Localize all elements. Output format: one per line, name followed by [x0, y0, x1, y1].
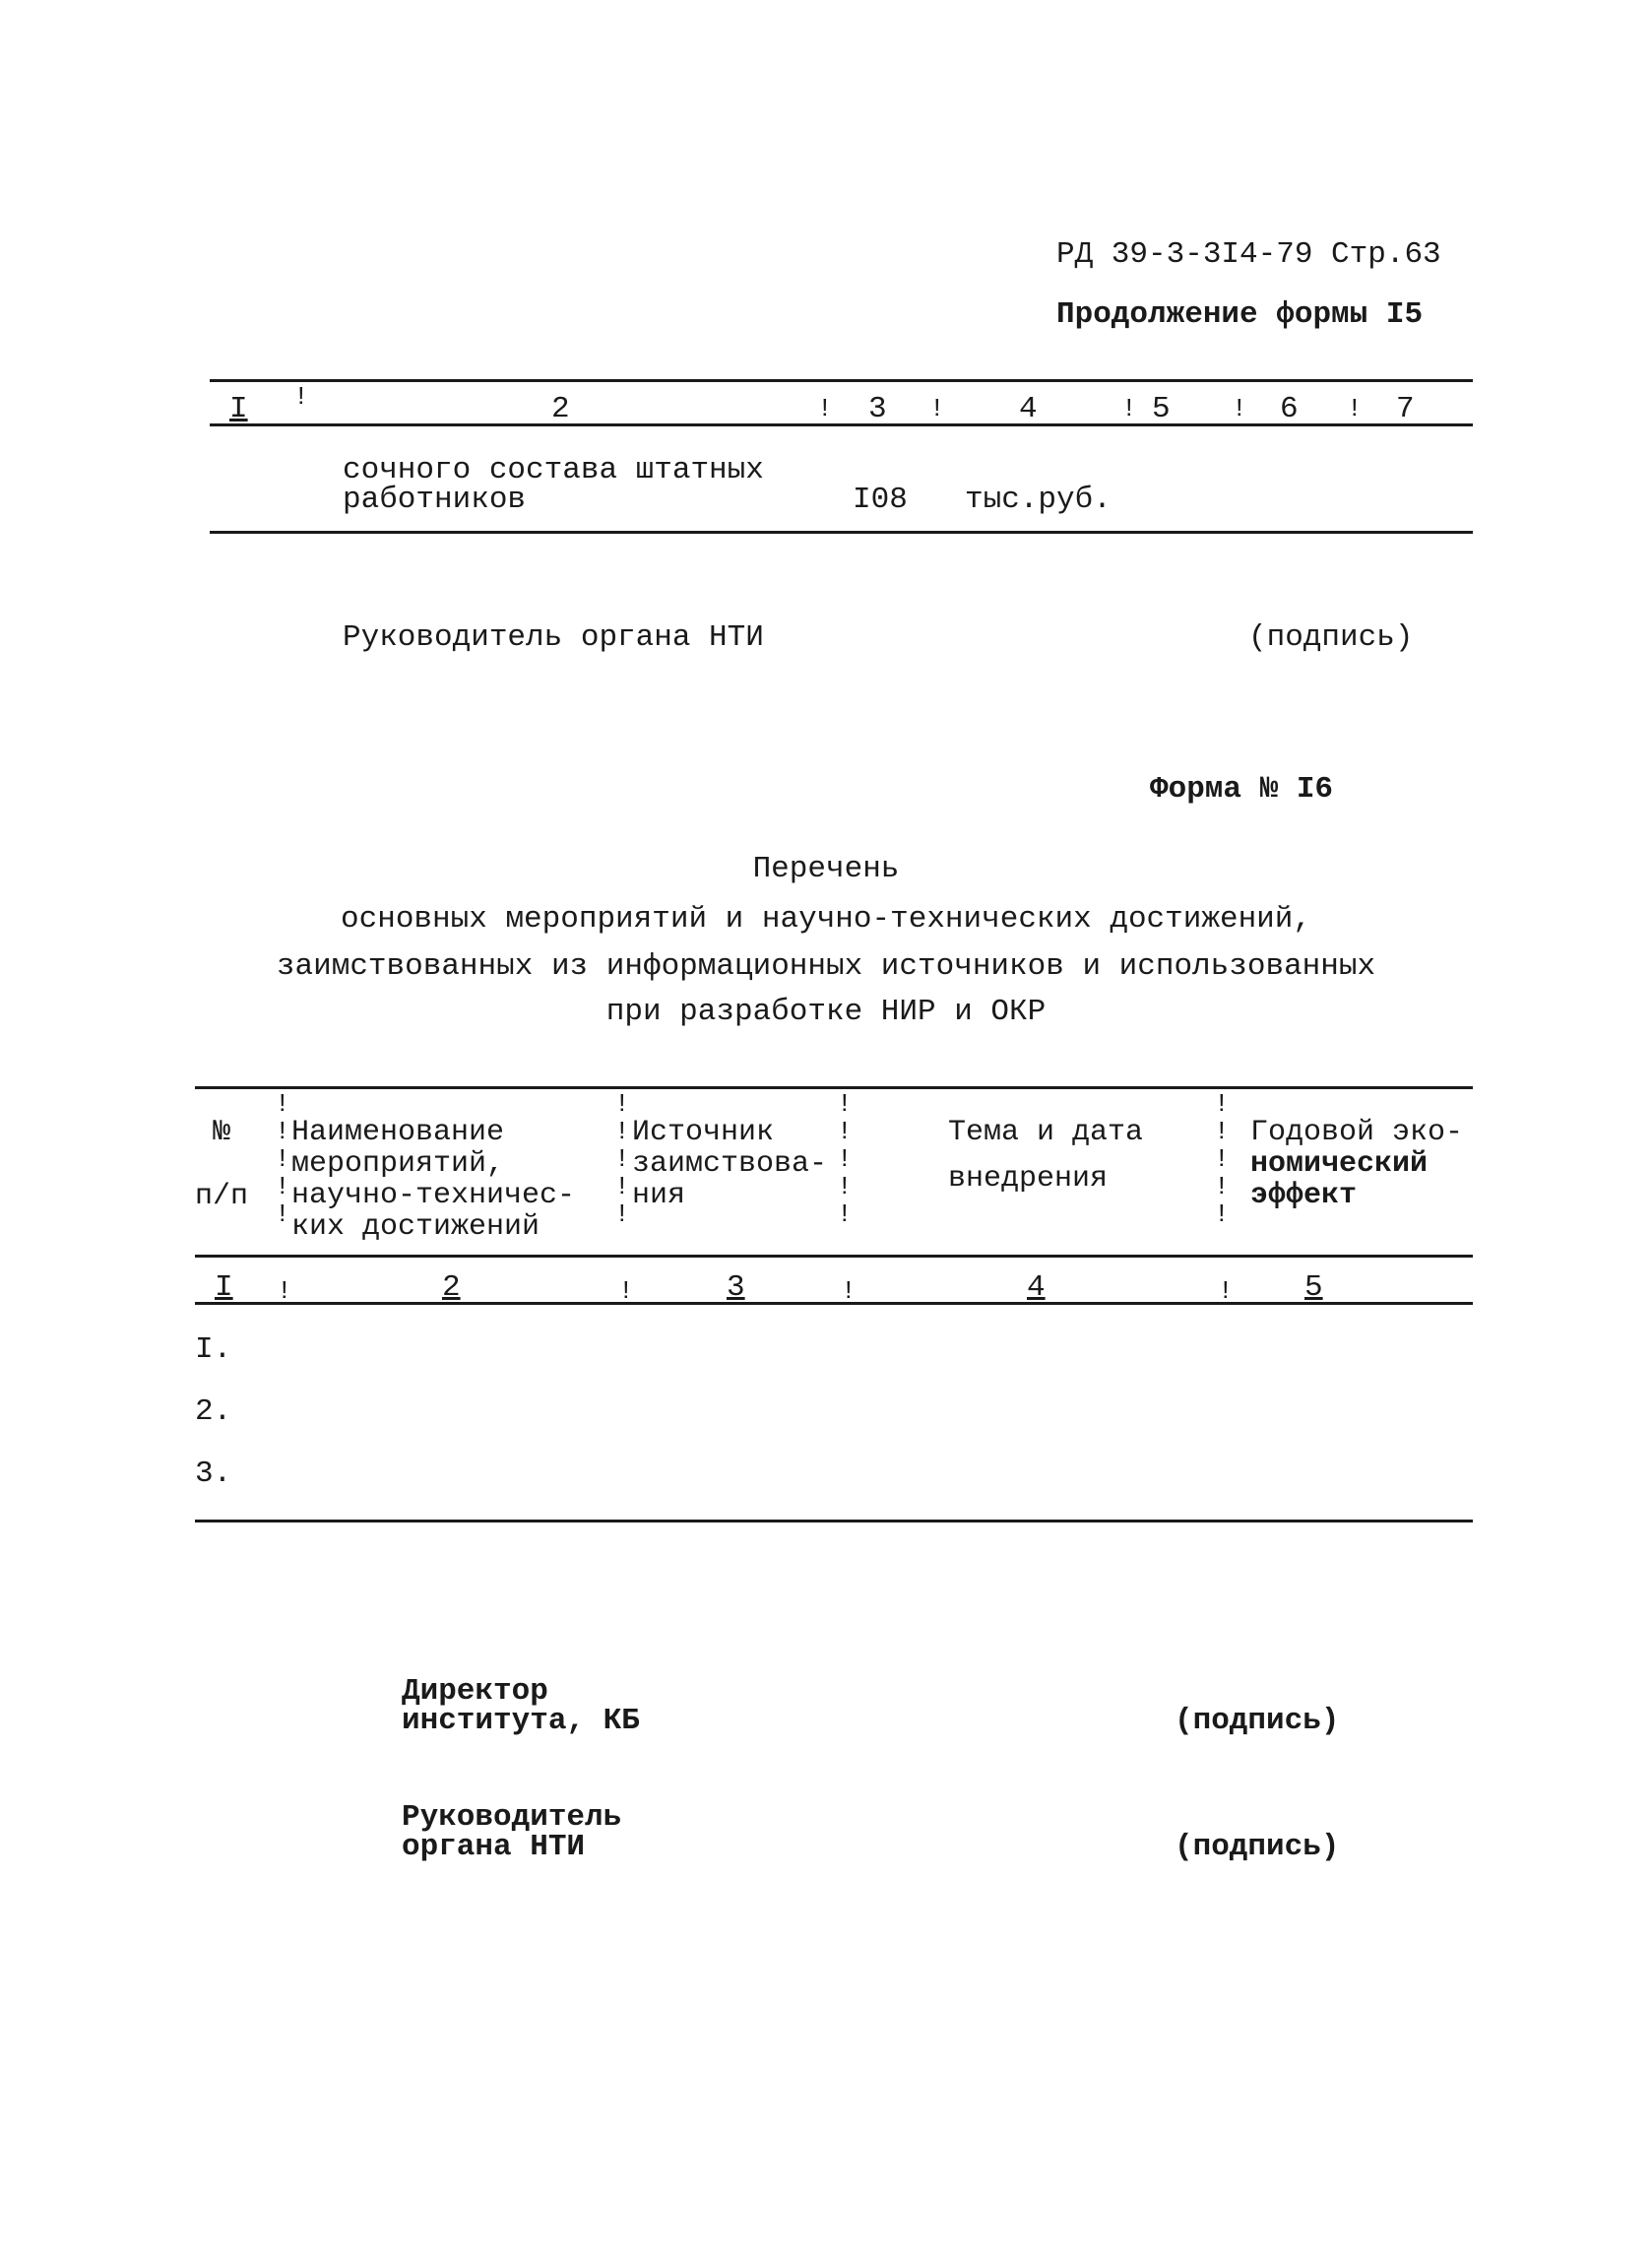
form16-subtitle-line3: при разработке НИР и ОКР	[605, 995, 1047, 1029]
column-separator: ! ! ! ! !	[614, 1089, 630, 1229]
header-name-line1: Наименование	[291, 1116, 505, 1149]
header-topic-line2: внедрения	[948, 1162, 1109, 1196]
column-number-2: 2	[442, 1270, 461, 1305]
column-separator: ! ! ! ! !	[837, 1089, 853, 1229]
column-number-3: 3	[868, 392, 887, 426]
column-separator: !	[817, 394, 833, 423]
column-separator: !	[1218, 1276, 1234, 1306]
column-number-5: 5	[1152, 392, 1171, 426]
header-source-line1: Источник	[632, 1116, 775, 1149]
document-reference: РД 39-3-3I4-79 Стр.63	[1056, 237, 1441, 272]
header-topic-line1: Тема и дата	[948, 1116, 1144, 1149]
form16-label: Форма № I6	[1150, 772, 1334, 807]
column-number-4: 4	[1027, 1270, 1046, 1305]
row-text-line1: сочного состава штатных	[343, 453, 764, 487]
list-item: I.	[195, 1332, 232, 1367]
column-number-1: I	[215, 1270, 233, 1305]
row-text-line2: работников	[343, 483, 527, 517]
column-separator: ! ! ! ! !	[275, 1089, 290, 1229]
form-continuation-label: Продолжение формы I5	[1056, 297, 1424, 332]
header-number-sub: п/п	[195, 1180, 249, 1213]
nti-head-signature-placeholder: (подпись)	[1175, 1830, 1340, 1864]
column-separator: !	[277, 1276, 292, 1306]
form16-subtitle-line1: основных мероприятий и научно-технических достижений,	[341, 902, 1311, 937]
nti-head-title-line2: органа НТИ	[402, 1830, 586, 1864]
column-number-3: 3	[727, 1270, 745, 1305]
form16-subtitle-line2: заимствованных из информационных источников и использованных	[276, 949, 1376, 984]
table-bottom-rule	[195, 1520, 1473, 1522]
column-number-2: 2	[551, 392, 570, 426]
header-name-line3: научно-техничес-	[291, 1179, 576, 1212]
director-title-line2: института, КБ	[402, 1704, 640, 1738]
column-separator: !	[1232, 394, 1247, 423]
list-item: 3.	[195, 1457, 232, 1491]
header-effect-line1: Годовой эко-	[1250, 1116, 1464, 1149]
table-header-rule	[210, 423, 1473, 426]
header-name-line2: мероприятий,	[291, 1147, 505, 1181]
table-numbers-rule	[195, 1302, 1473, 1305]
column-separator: !	[1121, 394, 1137, 423]
director-title-line1: Директор	[402, 1674, 548, 1709]
director-signature-placeholder: (подпись)	[1175, 1704, 1340, 1738]
header-effect-line2: номический	[1250, 1147, 1429, 1181]
column-separator: !	[1347, 394, 1363, 423]
table-top-rule	[195, 1086, 1473, 1089]
column-separator: !	[841, 1276, 857, 1306]
nti-head-title-line1: Руководитель	[402, 1800, 622, 1835]
column-number-5: 5	[1304, 1270, 1323, 1305]
column-number-6: 6	[1280, 392, 1299, 426]
table-top-rule	[210, 379, 1473, 382]
signature-placeholder: (подпись)	[1248, 620, 1414, 655]
row-value: I08	[853, 483, 908, 517]
header-source-line2: заимствова-	[632, 1147, 828, 1181]
column-separator: !	[618, 1276, 634, 1306]
column-separator: ! ! ! ! !	[1214, 1089, 1230, 1229]
header-number: №	[213, 1116, 231, 1149]
column-number-4: 4	[1019, 392, 1038, 426]
header-effect-line3: эффект	[1250, 1179, 1358, 1212]
row-unit: тыс.руб.	[965, 483, 1112, 517]
column-number-1: I	[229, 392, 248, 426]
list-item: 2.	[195, 1394, 232, 1429]
header-source-line3: ния	[632, 1179, 686, 1212]
column-separator: !	[929, 394, 945, 423]
column-separator: !	[293, 382, 309, 412]
header-name-line4: ких достижений	[291, 1210, 540, 1244]
table-header-rule	[195, 1255, 1473, 1258]
column-number-7: 7	[1396, 392, 1415, 426]
table-bottom-rule	[210, 531, 1473, 534]
form16-title: Перечень	[752, 852, 900, 886]
nti-head-title: Руководитель органа НТИ	[343, 620, 764, 655]
